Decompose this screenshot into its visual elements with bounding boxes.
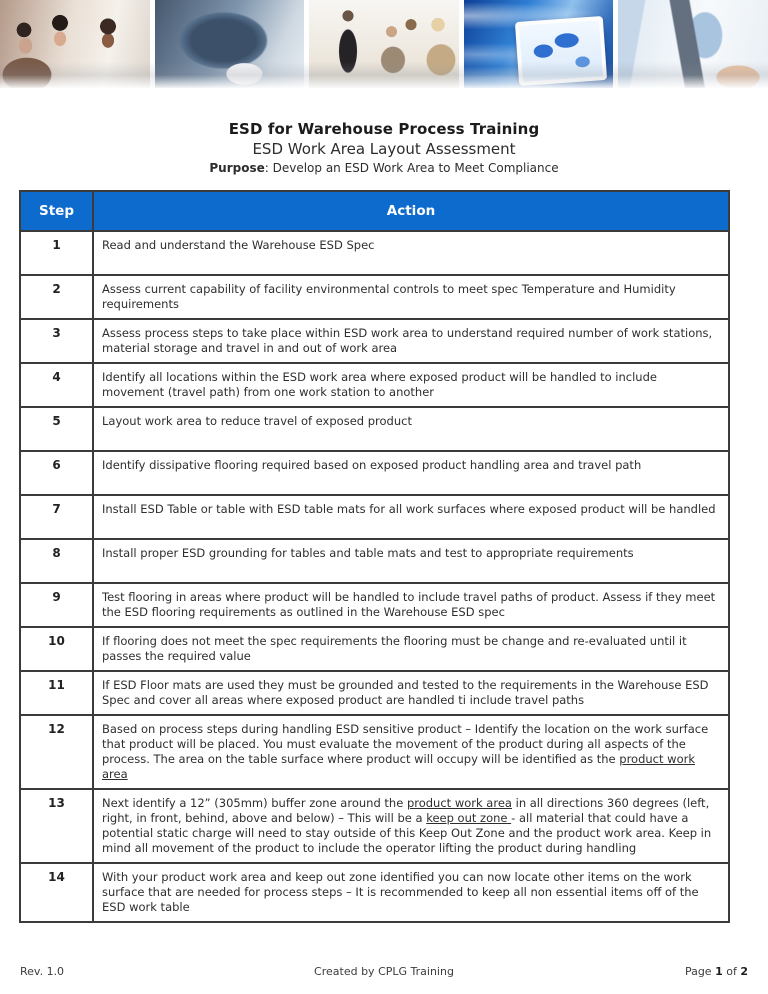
action-cell	[93, 231, 729, 275]
page-number: 1	[715, 965, 723, 978]
column-header-step: Step	[20, 191, 93, 231]
header-photo-banner	[0, 0, 768, 88]
action-cell	[93, 671, 729, 715]
step-cell: 1	[20, 231, 93, 275]
purpose-line	[0, 161, 768, 175]
created-by-label: Created by CPLG Training	[314, 965, 454, 978]
step-cell: 4	[20, 363, 93, 407]
table-row	[20, 539, 729, 583]
table-row	[20, 319, 729, 363]
table-row	[20, 627, 729, 671]
action-cell	[93, 407, 729, 451]
table-row	[20, 789, 729, 863]
table-row	[20, 363, 729, 407]
action-cell	[93, 863, 729, 922]
action-text: Assess current capability of facility environmental controls to meet spec Temperature and Humidity requirements	[102, 282, 676, 311]
action-text: With your product work area and keep out zone identified you can now locate other items on the work surface that are needed for process steps – It is recommended to keep all non essential items off of the ESD work table	[102, 870, 699, 914]
step-cell: 5	[20, 407, 93, 451]
step-cell: 13	[20, 789, 93, 863]
table-row	[20, 231, 729, 275]
page-word: Page	[684, 965, 716, 978]
world-map-monitor-image	[464, 0, 614, 88]
action-text: Install ESD Table or table with ESD table mats for all work surfaces where exposed product will be handled	[102, 502, 716, 516]
step-cell: 2	[20, 275, 93, 319]
step-cell: 6	[20, 451, 93, 495]
computer-workstation-image	[618, 0, 768, 88]
revision-label: Rev. 1.0	[20, 965, 65, 978]
action-text: Read and understand the Warehouse ESD Spec	[102, 238, 375, 252]
table-row	[20, 671, 729, 715]
action-text: Layout work area to reduce travel of exposed product	[102, 414, 412, 428]
table-row	[20, 407, 729, 451]
action-cell	[93, 715, 729, 789]
step-cell: 3	[20, 319, 93, 363]
action-text: Assess process steps to take place within ESD work area to understand required number of work stations, material storage and travel in and out of work area	[102, 326, 713, 355]
action-cell	[93, 275, 729, 319]
page-total: 2	[740, 965, 748, 978]
step-cell: 11	[20, 671, 93, 715]
monitor-shape	[515, 16, 607, 86]
action-cell	[93, 627, 729, 671]
table-header-row	[20, 191, 729, 231]
table-row	[20, 583, 729, 627]
hand-on-mouse-image	[155, 0, 305, 88]
action-text: Test flooring in areas where product will be handled to include travel paths of product. Assess if they meet the ESD flooring requirements as outlined in the Warehouse ESD spec	[102, 590, 716, 619]
action-cell	[93, 495, 729, 539]
table-row	[20, 715, 729, 789]
table-row	[20, 275, 729, 319]
table-row	[20, 495, 729, 539]
team-collaboration-image	[0, 0, 150, 88]
purpose-text: : Develop an ESD Work Area to Meet Compliance	[264, 161, 559, 175]
action-text: Identify all locations within the ESD work area where exposed product will be handled to include movement (travel path) from one work station to another	[102, 370, 657, 399]
page-footer	[20, 965, 748, 978]
page-title: ESD for Warehouse Process Training	[228, 120, 540, 138]
page-subtitle: ESD Work Area Layout Assessment	[252, 140, 516, 158]
action-text: Next identify a 12” (305mm) buffer zone around the product work area in all directions 360 degrees (left, right, in front, behind, above and below) – This will be a keep out zone - all material that could have a potential static charge will need to stay outside of this Keep Out Zone and the product work area. Keep in mind all movement of the product to include the operator lifting the product during handling	[102, 796, 712, 855]
world-map-screen	[520, 20, 604, 81]
action-cell	[93, 583, 729, 627]
action-text: If ESD Floor mats are used they must be grounded and tested to the requirements in the Warehouse ESD Spec and cover all areas where exposed product are handled ti include travel paths	[102, 678, 709, 707]
step-cell: 9	[20, 583, 93, 627]
step-cell: 12	[20, 715, 93, 789]
purpose-label: Purpose	[209, 161, 265, 175]
column-header-action: Action	[93, 191, 729, 231]
action-text: Identify dissipative flooring required based on exposed product handling area and travel path	[102, 458, 642, 472]
action-cell	[93, 789, 729, 863]
action-cell	[93, 451, 729, 495]
action-text: Install proper ESD grounding for tables and table mats and test to appropriate requirements	[102, 546, 634, 560]
action-text: Based on process steps during handling ESD sensitive product – Identify the location on the work surface that product will be placed. You must evaluate the movement of the product during all aspects of the process. The area on the table surface where product will occupy will be identified as the product work area	[102, 722, 709, 781]
table-row	[20, 863, 729, 922]
step-cell: 10	[20, 627, 93, 671]
action-cell	[93, 539, 729, 583]
step-cell: 14	[20, 863, 93, 922]
title-block	[0, 120, 768, 175]
step-cell: 8	[20, 539, 93, 583]
steps-table-body	[20, 231, 729, 922]
action-cell	[93, 363, 729, 407]
business-meeting-image	[309, 0, 459, 88]
action-cell	[93, 319, 729, 363]
page-number-label	[546, 965, 748, 978]
step-cell: 7	[20, 495, 93, 539]
steps-table	[19, 190, 730, 923]
action-text: If flooring does not meet the spec requirements the flooring must be change and re-evaluated until it passes the required value	[102, 634, 687, 663]
table-row	[20, 451, 729, 495]
of-word: of	[722, 965, 741, 978]
